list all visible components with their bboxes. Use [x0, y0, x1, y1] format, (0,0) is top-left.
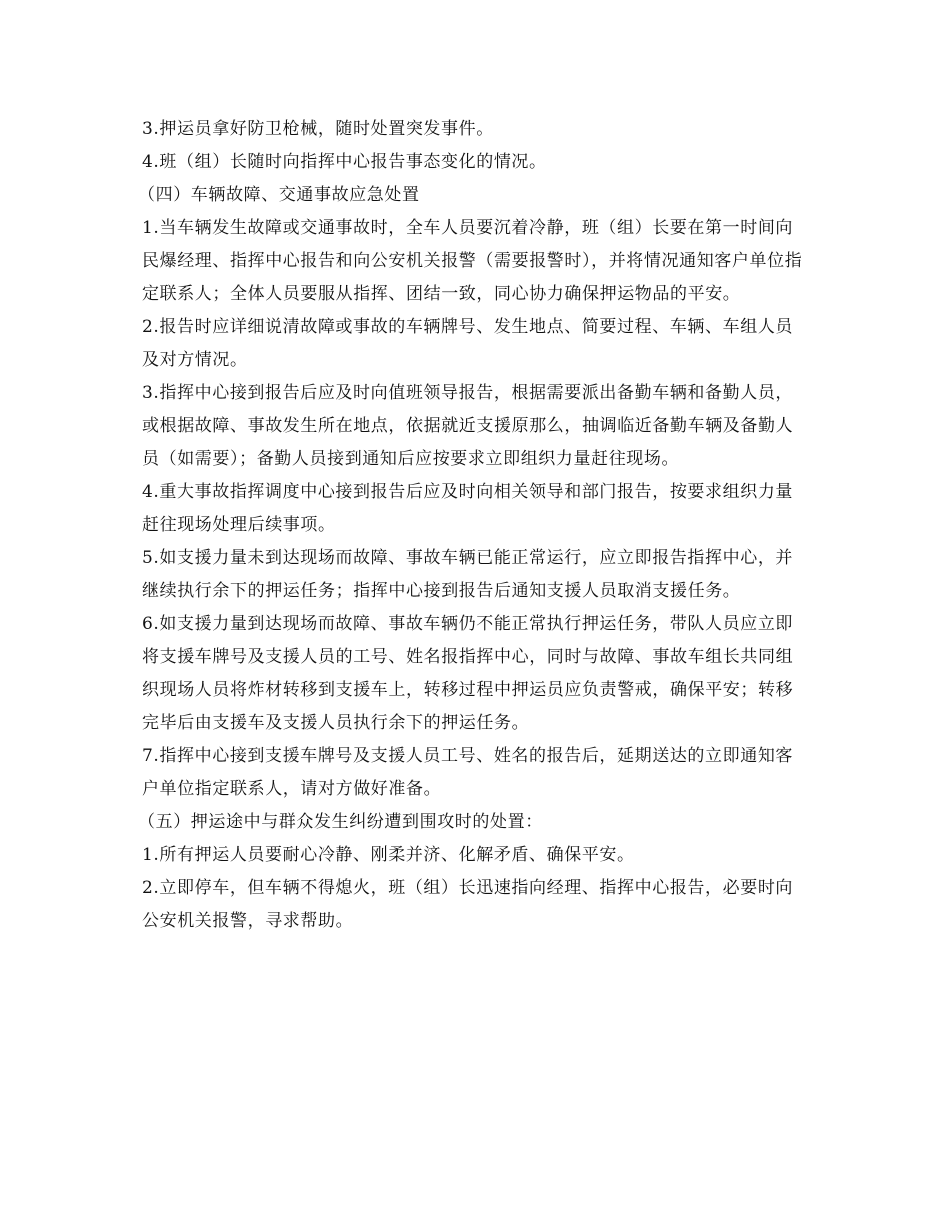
paragraph-7-notify-client: 7.指挥中心接到支援车牌号及支援人员工号、姓名的报告后，延期送达的立即通知客户单位指定联系人，请对方做好准备。 [142, 746, 794, 799]
paragraph-4-major-accident: 4.重大事故指挥调度中心接到报告后应及时向相关领导和部门报告，按要求组织力量赶往现场处理后续事项。 [142, 482, 794, 535]
paragraph-2-report-details: 2.报告时应详细说清故障或事故的车辆牌号、发生地点、简要过程、车辆、车组人员及对方情况。 [142, 317, 794, 370]
paragraph-1-accident: 1.当车辆发生故障或交通事故时，全车人员要沉着冷静，班（组）长要在第一时间向民爆经理、指挥中心报告和向公安机关报警（需要报警时），并将情况通知客户单位指定联系人；全体人员要服从指挥、团结一致，同心协力确保押运物品的平安。 [142, 218, 803, 304]
paragraph-4-report-situation: 4.班（组）长随时向指挥中心报告事态变化的情况。 [142, 152, 547, 172]
document-body [138, 113, 810, 938]
section-heading-4: （四）车辆故障、交通事故应急处置 [138, 185, 420, 205]
paragraph-5-cancel-support: 5.如支援力量未到达现场而故障、事故车辆已能正常运行，应立即报告指挥中心，并继续执行余下的押运任务；指挥中心接到报告后通知支援人员取消支援任务。 [142, 548, 794, 601]
section-heading-5: （五）押运途中与群众发生纠纷遭到围攻时的处置： [138, 812, 543, 832]
paragraph-1-stay-calm: 1.所有押运人员要耐心冷静、刚柔并济、化解矛盾、确保平安。 [142, 845, 635, 865]
paragraph-2-stop-vehicle: 2.立即停车，但车辆不得熄火，班（组）长迅速指向经理、指挥中心报告，必要时向公安机关报警，寻求帮助。 [142, 878, 794, 931]
paragraph-3-dispatch: 3.指挥中心接到报告后应及时向值班领导报告，根据需要派出备勤车辆和备勤人员，或根据故障、事故发生所在地点，依据就近支援原那么，抽调临近备勤车辆及备勤人员（如需要）；备勤人员接到通知后应按要求立即组织力量赶往现场。 [142, 383, 794, 469]
paragraph-3-weapons: 3.押运员拿好防卫枪械，随时处置突发事件。 [142, 119, 494, 139]
paragraph-6-transfer: 6.如支援力量到达现场而故障、事故车辆仍不能正常执行押运任务，带队人员应立即将支援车牌号及支援人员的工号、姓名报指挥中心，同时与故障、事故车组长共同组织现场人员将炸材转移到支援车上，转移过程中押运员应负责警戒，确保平安；转移完毕后由支援车及支援人员执行余下的押运任务。 [142, 614, 794, 733]
